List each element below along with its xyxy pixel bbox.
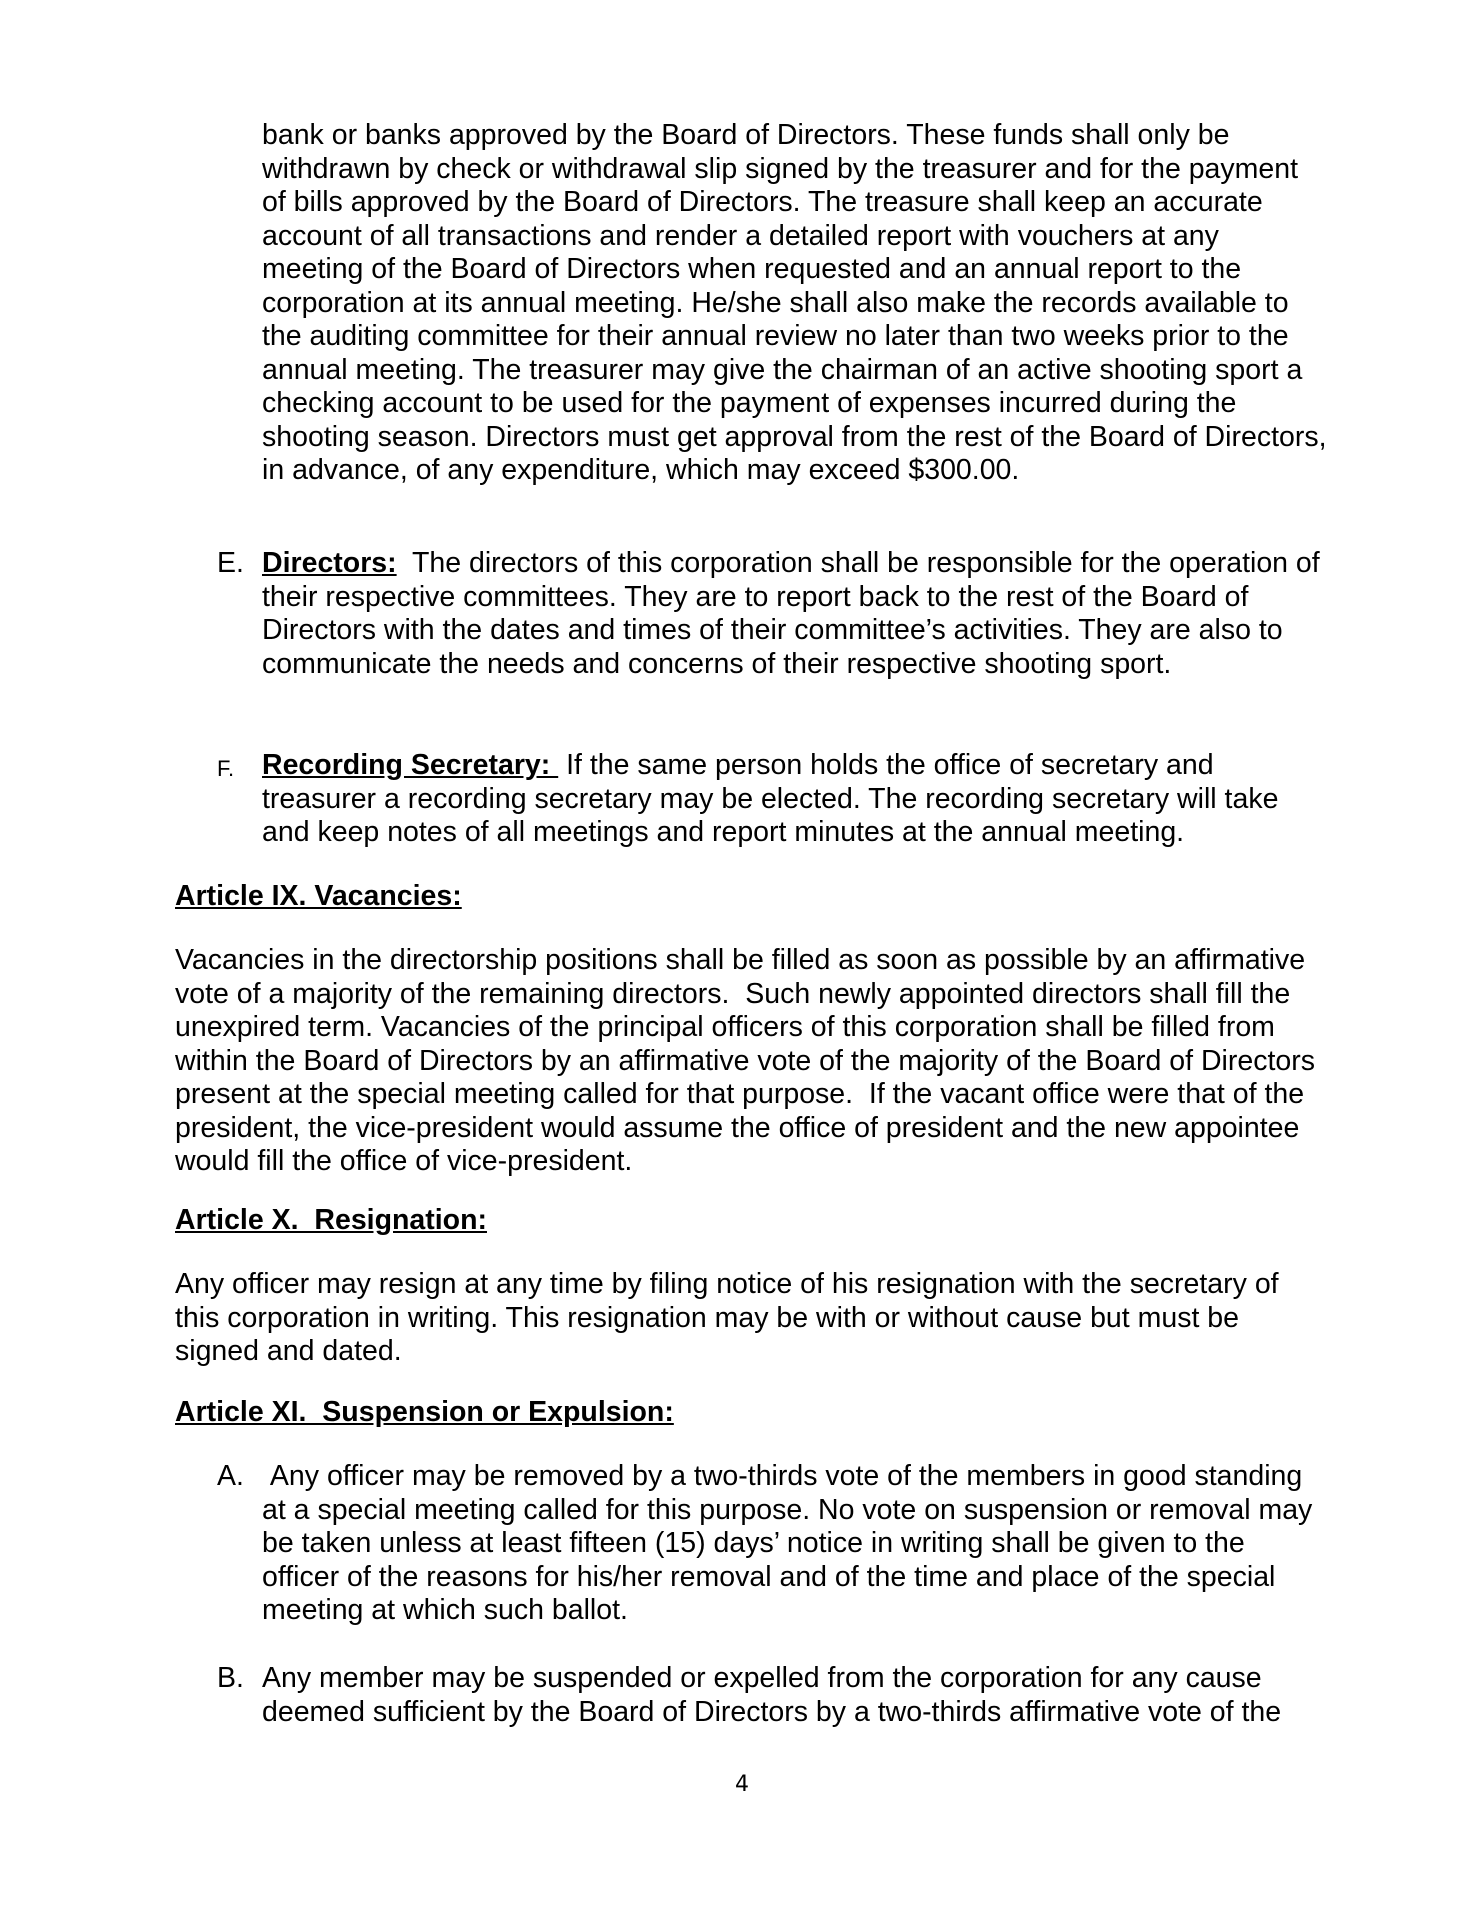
term-directors: Directors: [262, 547, 397, 579]
directors-description: The directors of this corporation shall be responsible for the operation of their respective committees. They are to report back to the rest of the Board of Directors with the dates and times of their committee’s activities. They are also to communicate the needs and concerns of their respective shooting sport. [262, 547, 1328, 680]
article-x-heading: Article X. Resignation: [175, 1204, 487, 1236]
article-xi-item-a [217, 1460, 1327, 1628]
page-number: 4 [735, 1772, 749, 1797]
article-ix-heading: Article IX. Vacancies: [175, 880, 462, 912]
officer-item-directors [217, 547, 1327, 681]
article-xi-heading: Article XI. Suspension or Expulsion: [175, 1396, 674, 1428]
list-marker: A. [217, 1460, 244, 1492]
list-item-body: Any officer may be removed by a two-thirds vote of the members in good standing at a special meeting called for this purpose. No vote on suspension or removal may be taken unless at least fifteen (15) days’ notice in writing shall be given to the officer of the reasons for his/her removal and of the time and place of the special meeting at which such ballot. [262, 1460, 1321, 1626]
article-x-paragraph: Any officer may resign at any time by filing notice of his resignation with the secretary of this corporation in writing. This resignation may be with or without cause but must be signed and dated. [175, 1268, 1279, 1367]
officer-item-recording-secretary [217, 749, 1327, 850]
treasurer-continuation-paragraph: bank or banks approved by the Board of Directors. These funds shall only be withdrawn by check or withdrawal slip signed by the treasurer and for the payment of bills approved by the Board of Directors. The treasure shall keep an accurate account of all transactions and render a detailed report with vouchers at any meeting of the Board of Directors when requested and an annual report to the corporation at its annual meeting. He/she shall also make the records available to the auditing committee for their annual review no later than two weeks prior to the annual meeting. The treasurer may give the chairman of an active shooting sport a checking account to be used for the payment of expenses incurred during the shooting season. Directors must get approval from the rest of the Board of Directors, in advance, of any expenditure, which may exceed $300.00. [262, 119, 1327, 486]
recording-secretary-description: If the same person holds the office of secretary and treasurer a recording secretary may be elected. The recording secretary will take and keep notes of all meetings and report minutes at the annual meeting. [262, 749, 1287, 848]
article-xi-item-b [217, 1662, 1327, 1729]
list-item-body: Any member may be suspended or expelled from the corporation for any cause deemed sufficient by the Board of Directors by a two-thirds affirmative vote of the [262, 1662, 1282, 1728]
article-ix-paragraph: Vacancies in the directorship positions shall be filled as soon as possible by an affirmative vote of a majority of the remaining directors. Such newly appointed directors shall fill the unexpired term. Vacancies of the principal officers of this corporation shall be filled from within the Board of Directors by an affirmative vote of the majority of the Board of Directors present at the special meeting called for that purpose. If the vacant office were that of the president, the vice-president would assume the office of president and the new appointee would fill the office of vice-president. [175, 944, 1323, 1177]
list-marker: E. [217, 547, 244, 579]
list-item-body [262, 547, 1327, 681]
list-marker: B. [217, 1662, 244, 1694]
list-item-body [262, 749, 1327, 850]
list-marker: F. [217, 756, 235, 781]
term-recording-secretary: Recording Secretary: [262, 749, 559, 781]
